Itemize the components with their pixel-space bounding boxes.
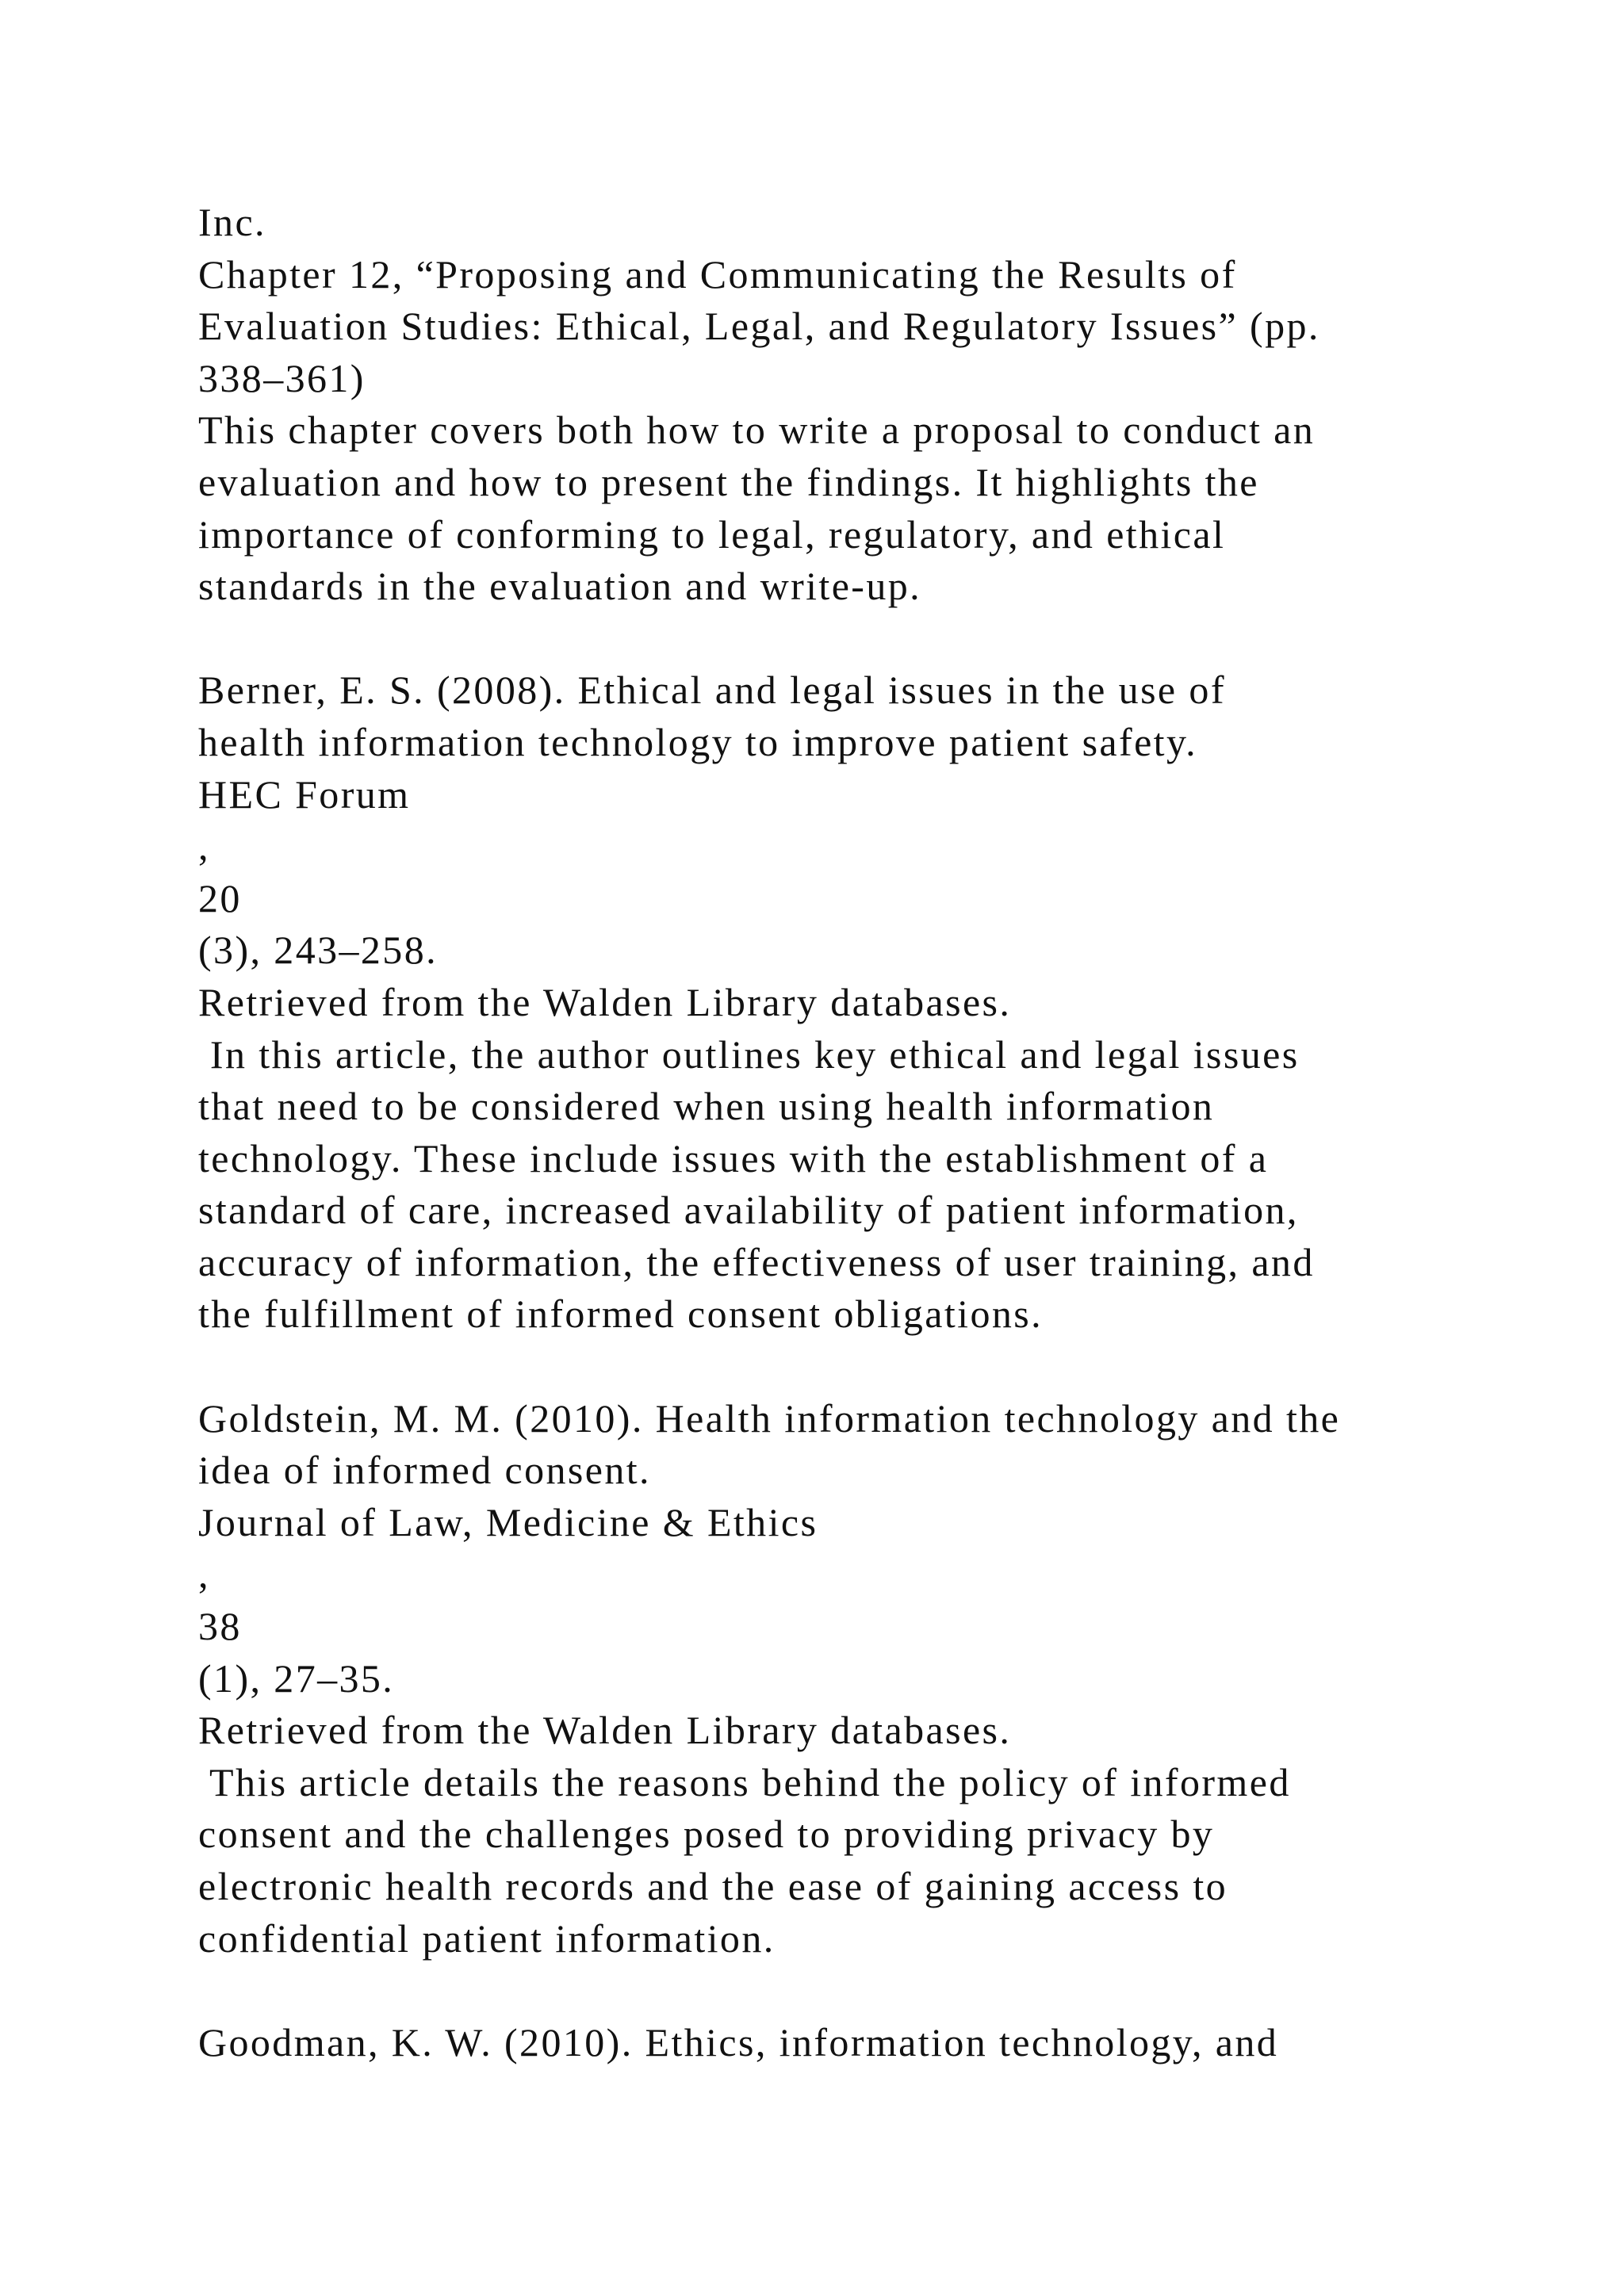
text-line: Retrieved from the Walden Library databases.: [198, 979, 1012, 1024]
text-line: idea of informed consent.: [198, 1448, 651, 1493]
text-line: ,: [198, 1552, 210, 1597]
text-line: confidential patient information.: [198, 1915, 776, 1961]
document-body: [198, 197, 1546, 2068]
text-line: This article details the reasons behind the policy of informed: [198, 1759, 1291, 1804]
text-line: 338–361): [198, 355, 366, 400]
text-line: standard of care, increased availability of patient information,: [198, 1188, 1299, 1233]
text-line: Berner, E. S. (2008). Ethical and legal issues in the use of: [198, 668, 1226, 713]
text-line: In this article, the author outlines key ethical and legal issues: [198, 1031, 1300, 1077]
text-line: Chapter 12, “Proposing and Communicating the Results of: [198, 251, 1237, 297]
text-line: consent and the challenges posed to providing privacy by: [198, 1812, 1215, 1857]
text-line: that need to be considered when using health information: [198, 1084, 1215, 1129]
text-line: Journal of Law, Medicine & Ethics: [198, 1499, 818, 1544]
text-line: This chapter covers both how to write a proposal to conduct an: [198, 408, 1316, 453]
blank-line: [198, 613, 1546, 665]
text-line: health information technology to improve patient safety.: [198, 719, 1198, 764]
blank-line: [198, 1341, 1546, 1393]
text-line: evaluation and how to present the findings. It highlights the: [198, 459, 1259, 504]
text-line: standards in the evaluation and write-up.: [198, 564, 922, 609]
text-line: ,: [198, 824, 210, 869]
text-line: (1), 27–35.: [198, 1655, 395, 1701]
text-line: electronic health records and the ease of gaining access to: [198, 1864, 1228, 1908]
blank-line: [198, 1965, 1546, 2017]
text-line: technology. These include issues with the establishment of a: [198, 1135, 1269, 1181]
text-line: (3), 243–258.: [198, 928, 439, 973]
text-line: importance of conforming to legal, regulatory, and ethical: [198, 511, 1226, 557]
text-line: Evaluation Studies: Ethical, Legal, and Regulatory Issues” (pp.: [198, 304, 1320, 349]
text-line: 20: [198, 875, 242, 920]
text-line: the fulfillment of informed consent obligations.: [198, 1292, 1044, 1337]
text-line: Goldstein, M. M. (2010). Health information technology and the: [198, 1395, 1341, 1441]
text-line: Inc.: [198, 200, 266, 244]
text-line: accuracy of information, the effectiveness of user training, and: [198, 1239, 1315, 1284]
text-line: 38: [198, 1604, 242, 1649]
text-line: Goodman, K. W. (2010). Ethics, information technology, and: [198, 2019, 1279, 2064]
text-line: HEC Forum: [198, 771, 411, 817]
text-line: Retrieved from the Walden Library databases.: [198, 1708, 1012, 1753]
